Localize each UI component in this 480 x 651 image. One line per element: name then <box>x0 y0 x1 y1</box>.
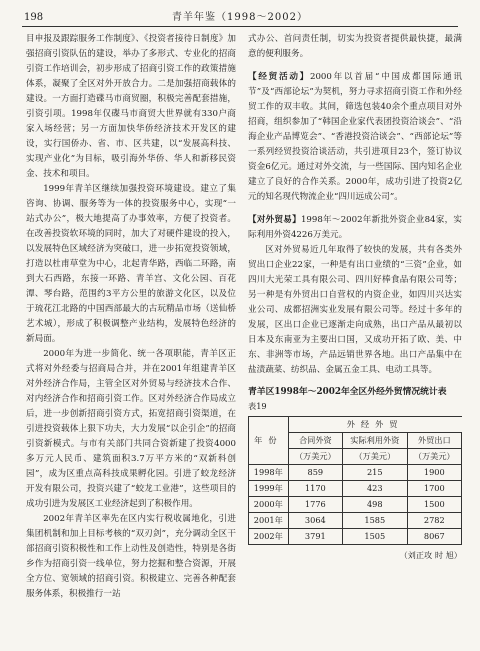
unit-export: （万美元） <box>407 449 461 465</box>
activities-text: 2000年以首届“中国成都国际通讯节”及“西部论坛”为契机，努力寻求招商引资工作和外经贸工作的双丰收。其间，筛选包装40余个重点项目对外招商，组织参加了“韩国企业家代表团投资洽谈会”、“沿海企业产品博览会”、“香港投资洽谈会”、“西部论坛”等一系列经贸投资洽谈活动，共引进项目23个，签订协议资金6亿元。通过对外交流，与一些国际、国内知名企业建立了良好的合作关系。2000年，成功引进了投资2亿元的知名现代物流企业“四川远成公司”。 <box>248 72 462 202</box>
paragraph-continued: 目申报及跟踪服务工作制度》、《投资者接待日制度》加强招商引资队伍的建设，举办了多形式、专业化的招商引资工作培训会，初步形成了招商引资工作的政策措施体系，凝聚了全区对外开放合力。二是加强招商载体的建设。一方面打造碟马市商贸圈，积极完善配套措施，引资引项。1998年仅碟马市商贸大世界就有330户商家入场经营；另一方面加快华侨经济技术开发区的建设，实行国侨办、省、市、区共建，以“发展高科技、实现产业化”为目标，吸引海外华侨、华人和新移民资金、技术和项目。 <box>26 34 236 179</box>
cell-year: 2001年 <box>249 513 289 529</box>
cell-contract: 1776 <box>288 497 342 513</box>
cell-contract: 859 <box>288 465 342 481</box>
cell-contract: 3064 <box>288 513 342 529</box>
table-row <box>249 529 462 545</box>
cell-year: 1999年 <box>249 481 289 497</box>
section-economic-activities <box>248 70 462 205</box>
right-column <box>248 32 462 563</box>
table-row <box>249 497 462 513</box>
table-label: 表19 <box>248 401 267 411</box>
cell-export: 2782 <box>407 513 461 529</box>
cell-actual: 498 <box>343 497 408 513</box>
section-heading-trade: 【对外贸易】 <box>248 215 301 225</box>
cell-year: 1998年 <box>249 465 289 481</box>
paragraph-1999: 1999年青羊区继续加强投资环境建设。建立了集咨询、协调、服务等为一体的投资服务中心，实现“一站式办公”，极大地提高了办事效率，方便了投资者。在改善投资软环境的同时，加大了对硬件建设的投入，以发展特色区域经济为突破口，进一步拓宽投资领域，打造以杜甫草堂为中心，北起青华路，西临二环路，南到大石西路，东接一环路、青羊宫、文化公园、百花潭、琴台路，范围约3平方公里的旅游文化区，以及位于琉花江北路的中国西部最大的古玩精品市场（送仙桥艺术城），形成了积极调整产业结构，发展特色经济的新局面。 <box>26 184 236 344</box>
cell-contract: 3791 <box>288 529 342 545</box>
paragraph-2002: 2002年青羊区率先在区内实行税收属地化，引进集团机制和加上目标考核的“双刃剑”，充分调动全区干部招商引资积极性和工作上动性及创造性，特别是各街乡作为招商引资一线单位，努力挖掘和整合资源，开展全方位、宽领域的招商引资。积极建立、完善各种配套服务体系，积极推行一站 <box>26 514 236 599</box>
table-row <box>249 481 462 497</box>
cell-year: 2000年 <box>249 497 289 513</box>
cell-actual: 215 <box>343 465 408 481</box>
column-header-actual: 实际利用外资 <box>343 433 408 449</box>
cell-export: 8067 <box>407 529 461 545</box>
paragraph-2000: 2000年为进一步简化、统一各项职能，青羊区正式将对外经委与招商局合并，并在2001年组建青羊区对外经济合作局，主管全区对外贸易与经济技术合作、对内经济合作和招商引资工作。区对外经济合作局成立后，进一步创新招商引资方式，拓宽招商引资渠道，在引进投资载体上狠下功夫，大力发展“以企引企”的招商引资新模式。与市有关部门共同合资新建了投资4000多万元人民币、建筑面积3.7万平方米的“双新科创园”，成为区重点高科技成果孵化园。引进了蛟龙经济开发有限公司，投资兴建了“蛟龙工业港”，这些项目的成功引进为发展区工业经济起到了积极作用。 <box>26 349 236 509</box>
page-header <box>22 10 458 27</box>
cell-actual: 1585 <box>343 513 408 529</box>
group-header: 外经外贸 <box>288 417 461 433</box>
trade-text-1: 1998年～2002年新批外资企业84家，实际利用外资4226万美元。 <box>248 215 462 240</box>
table-row <box>249 513 462 529</box>
column-header-contract: 合同外资 <box>288 433 342 449</box>
section-heading-activities: 【经贸活动】 <box>248 72 310 82</box>
statistics-table <box>248 416 462 545</box>
page-number: 198 <box>24 12 44 23</box>
trade-text-2: 区对外贸易近几年取得了较快的发展，共有各类外贸出口企业22家，一种是有出口业绩的“三资”企业，如四川大光荣工具有限公司、四川好棒食品有限公司等；另一种是有外贸出口自营权的内资企业，如四川兴达实业公司、成都招洲实业发展有限公司等。经过十多年的发展，区出口企业已逐渐走向成熟，出口产品从最初以日本及东南亚为主要出口国，又成功开拓了欧、美、中东、非洲等市场，产品远销世界各地。出口产品集中在盐渍蔬菜、纺织品、金属五金工具、电动工具等。 <box>248 245 462 375</box>
paragraph-continued-right: 式办公、首问责任制，切实为投资者提供最快捷，最满意的便利服务。 <box>248 34 462 59</box>
cell-actual: 423 <box>343 481 408 497</box>
cell-export: 1900 <box>407 465 461 481</box>
cell-contract: 1170 <box>288 481 342 497</box>
column-header-export: 外贸出口 <box>407 433 461 449</box>
running-title: 青羊年鉴（1998～2002） <box>172 12 308 23</box>
table-row <box>249 465 462 481</box>
cell-export: 1500 <box>407 497 461 513</box>
unit-contract: （万美元） <box>288 449 342 465</box>
cell-actual: 1505 <box>343 529 408 545</box>
section-foreign-trade <box>248 213 462 243</box>
table-title: 青羊区1998年～2002年全区外经外贸情况统计表 <box>248 387 447 397</box>
editor-credit: （刘正攻 时 旭） <box>399 550 462 560</box>
cell-export: 1700 <box>407 481 461 497</box>
unit-actual: （万美元） <box>343 449 408 465</box>
left-column <box>26 32 236 602</box>
cell-year: 2002年 <box>249 529 289 545</box>
column-header-year: 年份 <box>249 417 289 465</box>
